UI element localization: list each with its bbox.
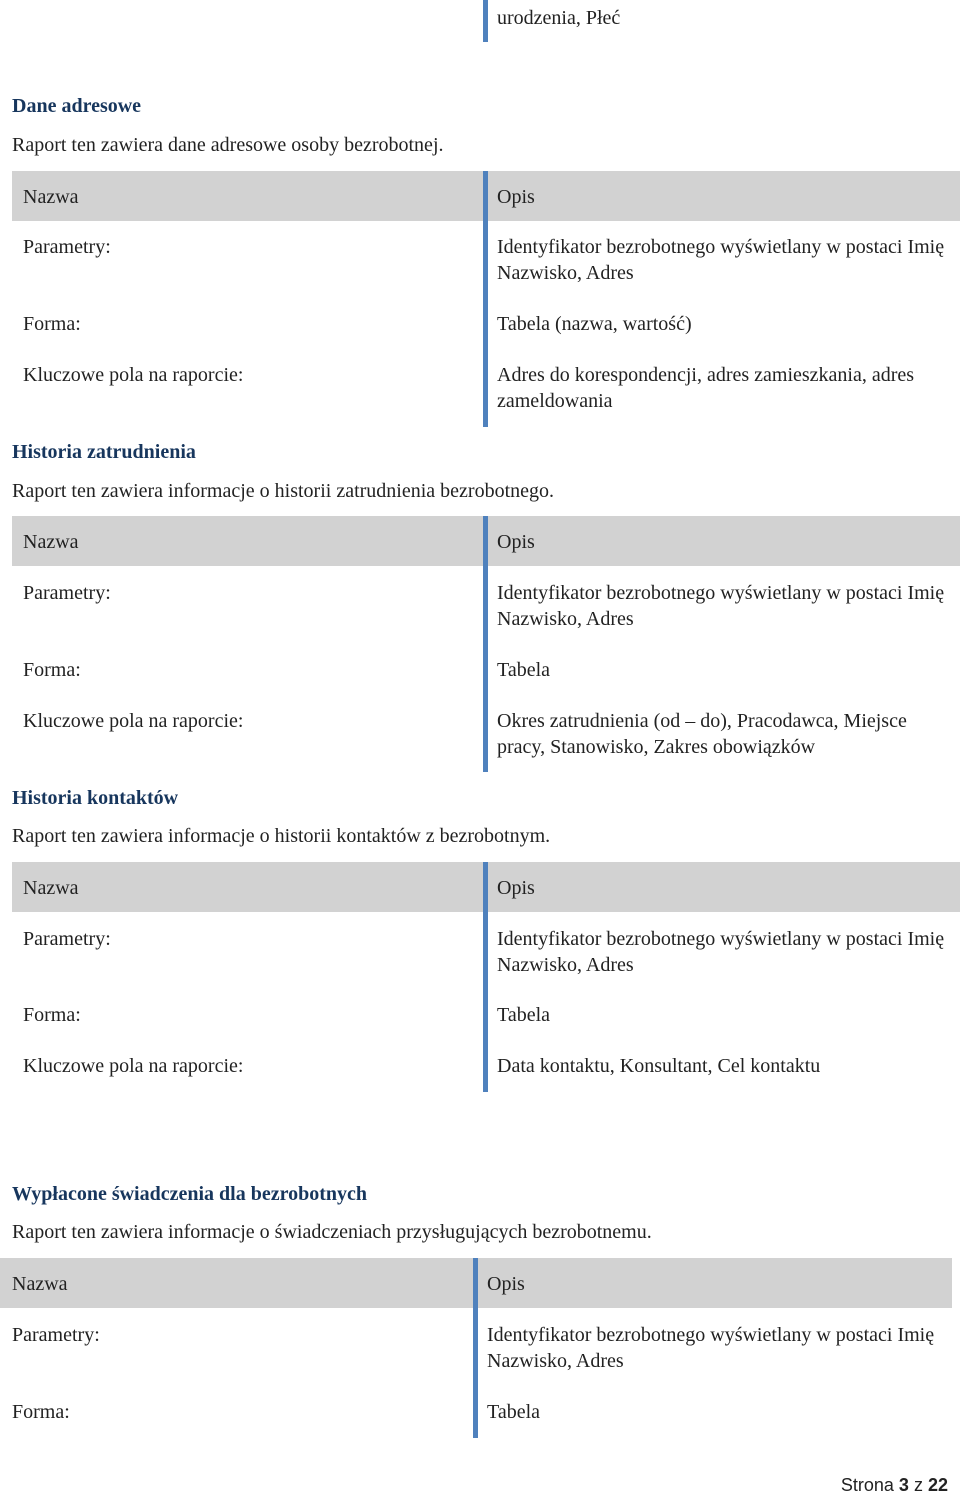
footer-page-total: 22 bbox=[927, 1475, 948, 1495]
row-label: Forma: bbox=[23, 1004, 81, 1026]
header-name: Nazwa bbox=[23, 186, 79, 208]
row-value: Tabela bbox=[497, 659, 551, 681]
table-divider bbox=[483, 0, 488, 42]
row-label: Parametry: bbox=[12, 1324, 100, 1346]
footer-prefix: Strona bbox=[840, 1475, 894, 1495]
footer-page-number: 3 bbox=[898, 1475, 909, 1495]
table-divider bbox=[473, 1258, 478, 1438]
footer-separator: z bbox=[913, 1475, 923, 1495]
row-value: Tabela bbox=[487, 1401, 541, 1423]
row-value: Tabela (nazwa, wartość) bbox=[497, 313, 692, 335]
row-value: Identyfikator bezrobotnego wyświetlany w postaci Imię Nazwisko, Adres bbox=[497, 582, 945, 630]
header-desc: Opis bbox=[497, 531, 535, 553]
row-label: Kluczowe pola na raporcie: bbox=[23, 710, 244, 732]
table-divider bbox=[483, 862, 488, 1092]
header-desc: Opis bbox=[497, 877, 535, 899]
row-label: Kluczowe pola na raporcie: bbox=[23, 1055, 244, 1077]
row-value: Data kontaktu, Konsultant, Cel kontaktu bbox=[497, 1055, 821, 1077]
header-name: Nazwa bbox=[23, 531, 79, 553]
row-label: Parametry: bbox=[23, 236, 111, 258]
row-value: Identyfikator bezrobotnego wyświetlany w postaci Imię Nazwisko, Adres bbox=[497, 928, 945, 976]
table-cell-fragment: urodzenia, Płeć bbox=[497, 7, 621, 29]
section-intro: Raport ten zawiera informacje o świadczeniach przysługujących bezrobotnemu. bbox=[12, 1221, 652, 1243]
table-divider bbox=[483, 516, 488, 772]
row-label: Kluczowe pola na raporcie: bbox=[23, 364, 244, 386]
table-divider bbox=[483, 171, 488, 427]
row-value: Adres do korespondencji, adres zamieszkania, adres zameldowania bbox=[497, 364, 915, 412]
row-value: Okres zatrudnienia (od – do), Pracodawca, Miejsce pracy, Stanowisko, Zakres obowiązków bbox=[497, 710, 907, 758]
row-value: Tabela bbox=[497, 1004, 551, 1026]
row-label: Parametry: bbox=[23, 928, 111, 950]
row-value: Identyfikator bezrobotnego wyświetlany w postaci Imię Nazwisko, Adres bbox=[487, 1324, 935, 1372]
header-desc: Opis bbox=[497, 186, 535, 208]
row-label: Forma: bbox=[23, 659, 81, 681]
row-label: Forma: bbox=[23, 313, 81, 335]
section-title: Dane adresowe bbox=[12, 95, 142, 117]
section-intro: Raport ten zawiera dane adresowe osoby bezrobotnej. bbox=[12, 134, 444, 156]
header-desc: Opis bbox=[487, 1273, 525, 1295]
section-title: Wypłacone świadczenia dla bezrobotnych bbox=[12, 1183, 368, 1205]
row-label: Parametry: bbox=[23, 582, 111, 604]
header-name: Nazwa bbox=[12, 1273, 68, 1295]
header-name: Nazwa bbox=[23, 877, 79, 899]
row-label: Forma: bbox=[12, 1401, 70, 1423]
section-title: Historia kontaktów bbox=[12, 787, 179, 809]
section-intro: Raport ten zawiera informacje o historii zatrudnienia bezrobotnego. bbox=[12, 480, 555, 502]
section-title: Historia zatrudnienia bbox=[12, 441, 196, 463]
page-footer bbox=[841, 1474, 948, 1496]
row-value: Identyfikator bezrobotnego wyświetlany w postaci Imię Nazwisko, Adres bbox=[497, 236, 945, 284]
section-intro: Raport ten zawiera informacje o historii kontaktów z bezrobotnym. bbox=[12, 825, 551, 847]
